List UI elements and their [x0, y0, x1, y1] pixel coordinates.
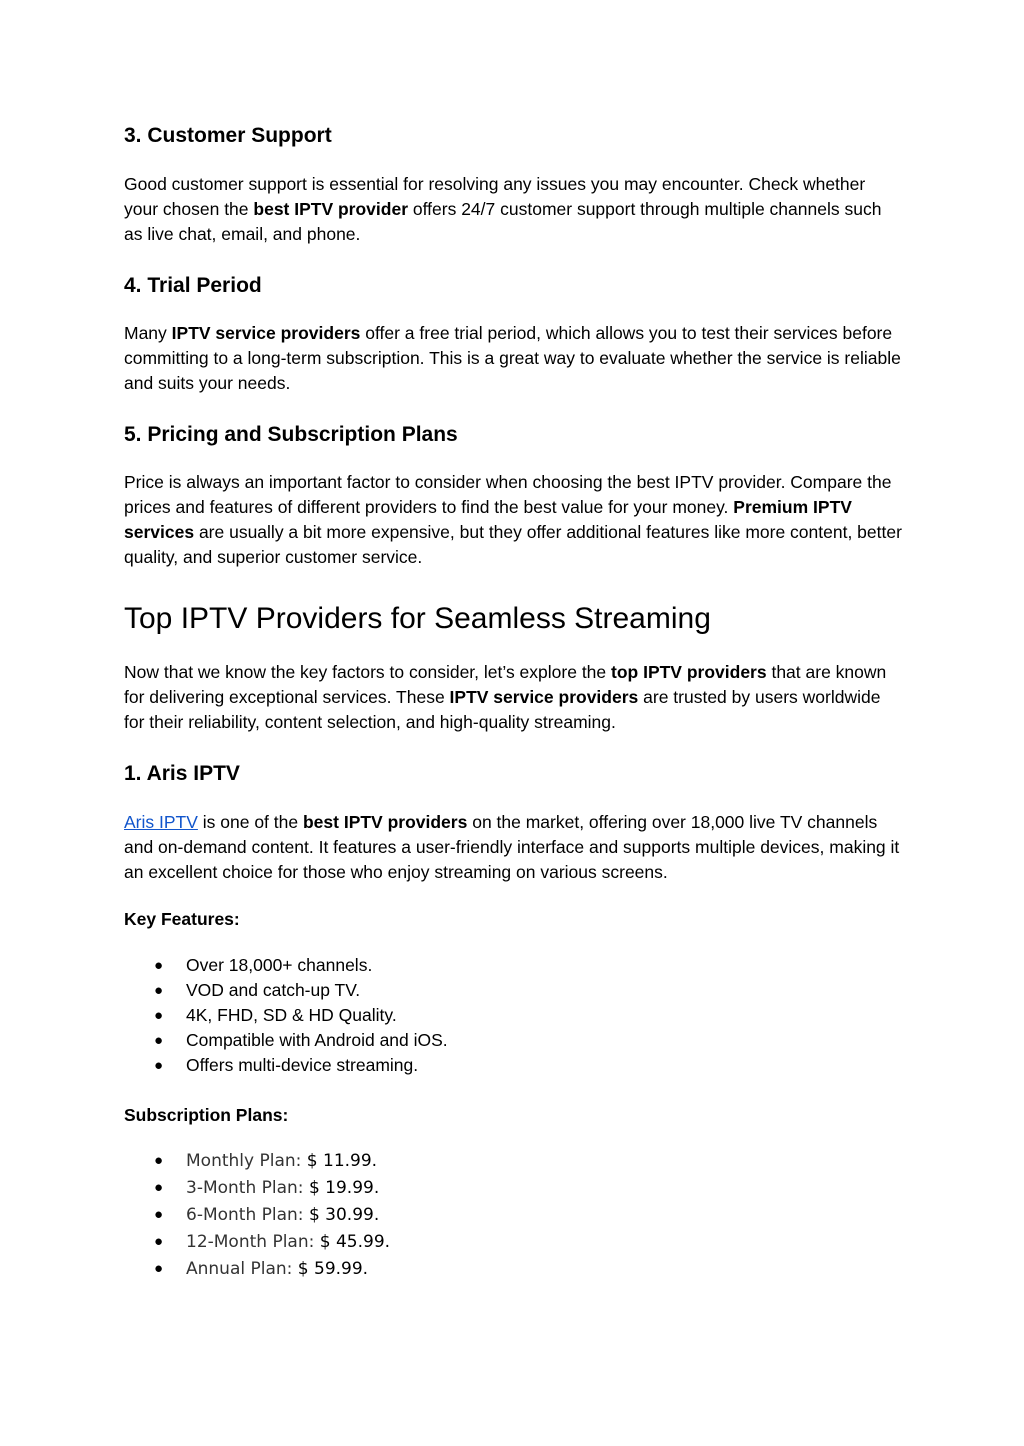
text-run: on the market, offering over 18,000 live TV channels and on-demand content. It features a user-friendly interface and supports multiple devices, making it an excellent choice for those who enjoy streaming on various screens.: [124, 812, 900, 882]
bullet-icon: ●: [154, 1057, 164, 1074]
text-run: Now that we know the key factors to consider, let’s explore the: [124, 662, 612, 682]
bold-text: top IPTV providers: [611, 662, 767, 682]
plan-item: [124, 1175, 904, 1202]
bullet-icon: ●: [154, 1152, 164, 1169]
plan-price: $ 45.99.: [319, 1232, 391, 1252]
section-pricing: [124, 422, 904, 448]
aris-paragraph: [124, 810, 904, 885]
list-item-text: Over 18,000+ channels.: [186, 955, 373, 975]
text-run: that are known for delivering exceptional services. These: [124, 662, 887, 707]
section-heading: 4. Trial Period: [124, 274, 262, 297]
bold-text: best IPTV providers: [302, 812, 468, 832]
section-heading: 3. Customer Support: [124, 124, 332, 147]
plan-label: Annual Plan:: [186, 1259, 298, 1279]
bullet-icon: ●: [154, 982, 164, 999]
list-item-text: 4K, FHD, SD & HD Quality.: [186, 1005, 397, 1025]
subscription-plans-list: [124, 1148, 904, 1283]
list-item-text: Offers multi-device streaming.: [186, 1055, 419, 1075]
subscription-plans-heading-block: [124, 1103, 904, 1128]
section-heading: 1. Aris IPTV: [124, 762, 240, 785]
bold-text: best IPTV provider: [253, 199, 409, 219]
paragraph: [124, 321, 904, 396]
paragraph: [124, 470, 904, 570]
aris-iptv-link[interactable]: Aris IPTV: [124, 812, 198, 832]
bold-text: IPTV service providers: [449, 687, 639, 707]
bullet-icon: ●: [154, 1007, 164, 1024]
text-run: are trusted by users worldwide for their reliability, content selection, and high-quality streaming.: [124, 687, 881, 732]
plan-label: 12-Month Plan:: [186, 1232, 320, 1252]
text-run: offer a free trial period, which allows you to test their services before committing to a long-term subscription. This is a great way to evaluate whether the service is reliable and suits your needs.: [124, 323, 901, 393]
plan-item: [124, 1148, 904, 1175]
bold-text: IPTV service providers: [171, 323, 361, 343]
section-heading: 5. Pricing and Subscription Plans: [124, 423, 458, 446]
text-run: offers 24/7 customer support through multiple channels such as live chat, email, and phone.: [124, 199, 882, 244]
bold-text: Premium IPTV services: [124, 497, 852, 542]
section-trial-period: [124, 273, 904, 299]
plan-label: 6-Month Plan:: [186, 1205, 309, 1225]
bullet-icon: ●: [154, 957, 164, 974]
section-top-providers: [124, 601, 904, 637]
plan-price: $ 30.99.: [308, 1205, 380, 1225]
paragraph: [124, 172, 904, 247]
paragraph: [124, 810, 904, 885]
plan-label: Monthly Plan:: [186, 1151, 307, 1171]
bullet-icon: ●: [154, 1233, 164, 1250]
text-run: are usually a bit more expensive, but they offer additional features like more content, better quality, and superior customer service.: [124, 522, 902, 567]
bullet-icon: ●: [154, 1179, 164, 1196]
text-run: Many: [124, 323, 172, 343]
subscription-plans-heading: [124, 1103, 904, 1128]
key-features-list-block: [124, 953, 904, 1078]
key-features-list: [124, 953, 904, 1078]
key-features-heading-block: [124, 907, 904, 932]
plan-label: 3-Month Plan:: [186, 1178, 309, 1198]
plan-price: $ 59.99.: [297, 1259, 369, 1279]
bullet-icon: ●: [154, 1260, 164, 1277]
list-item: [124, 978, 904, 1003]
list-item: [124, 1028, 904, 1053]
bullet-icon: ●: [154, 1032, 164, 1049]
customer-support-paragraph: [124, 172, 904, 247]
list-item: [124, 953, 904, 978]
plan-price: $ 19.99.: [308, 1178, 380, 1198]
list-item-text: VOD and catch-up TV.: [186, 980, 361, 1000]
key-features-heading: [124, 907, 904, 932]
subscription-plans-list-block: [124, 1148, 904, 1283]
section-customer-support: [124, 123, 904, 149]
main-heading: Top IPTV Providers for Seamless Streaming: [124, 602, 711, 635]
text-run: is one of the: [197, 812, 303, 832]
bullet-icon: ●: [154, 1206, 164, 1223]
paragraph: [124, 660, 904, 735]
text-run: Good customer support is essential for resolving any issues you may encounter. Check whether your chosen the: [124, 174, 866, 219]
list-item: [124, 1053, 904, 1078]
plan-item: [124, 1202, 904, 1229]
bold-text: Key Features:: [124, 909, 240, 929]
section-aris-iptv: [124, 761, 904, 787]
trial-period-paragraph: [124, 321, 904, 396]
list-item: [124, 1003, 904, 1028]
list-item-text: Compatible with Android and iOS.: [186, 1030, 448, 1050]
bold-text: Subscription Plans:: [124, 1105, 289, 1125]
plan-price: $ 11.99.: [306, 1151, 378, 1171]
plan-item: [124, 1256, 904, 1283]
pricing-paragraph: [124, 470, 904, 570]
text-run: Price is always an important factor to consider when choosing the best IPTV provider. Compare the prices and features of different providers to find the best value for your money.: [124, 472, 892, 517]
plan-item: [124, 1229, 904, 1256]
top-providers-paragraph: [124, 660, 904, 735]
